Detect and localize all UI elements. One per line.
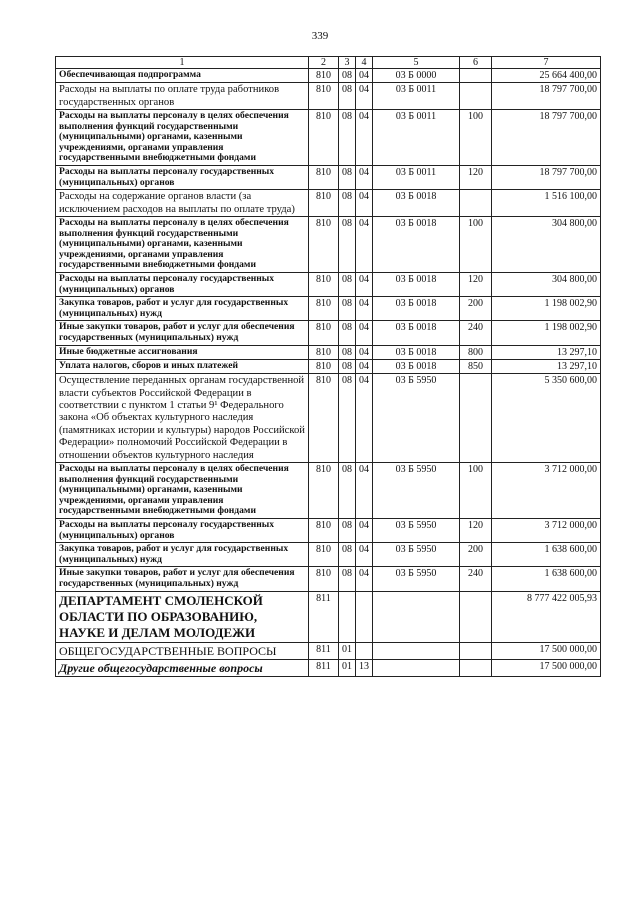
subsection-code: 04 — [356, 345, 373, 359]
table-row — [56, 297, 601, 321]
expense-type-code — [460, 591, 492, 642]
table-row — [56, 190, 601, 217]
target-article-code — [373, 591, 460, 642]
amount: 1 516 100,00 — [492, 190, 601, 217]
ministry-code: 810 — [309, 297, 339, 321]
expense-type-code: 200 — [460, 543, 492, 567]
expense-type-code: 120 — [460, 273, 492, 297]
target-article-code: 03 Б 0011 — [373, 83, 460, 110]
ministry-code: 810 — [309, 166, 339, 190]
amount: 1 638 600,00 — [492, 543, 601, 567]
target-article-code: 03 Б 0018 — [373, 273, 460, 297]
section-code: 08 — [339, 297, 356, 321]
expense-type-code: 100 — [460, 110, 492, 166]
table-row — [56, 543, 601, 567]
amount: 3 712 000,00 — [492, 519, 601, 543]
subsection-code: 04 — [356, 374, 373, 463]
row-name: Расходы на выплаты персоналу государственных (муниципальных) органов — [56, 166, 309, 190]
table-row — [56, 659, 601, 676]
section-code: 08 — [339, 519, 356, 543]
subsection-code: 04 — [356, 297, 373, 321]
target-article-code — [373, 659, 460, 676]
target-article-code: 03 Б 0018 — [373, 217, 460, 273]
amount: 304 800,00 — [492, 217, 601, 273]
target-article-code — [373, 642, 460, 659]
column-header-6: 6 — [460, 57, 492, 69]
table-row — [56, 166, 601, 190]
section-code: 01 — [339, 659, 356, 676]
section-code: 01 — [339, 642, 356, 659]
row-name: Расходы на выплаты персоналу государственных (муниципальных) органов — [56, 519, 309, 543]
amount: 3 712 000,00 — [492, 463, 601, 519]
column-number-row — [56, 57, 601, 69]
ministry-code: 810 — [309, 359, 339, 373]
section-code: 08 — [339, 374, 356, 463]
expense-type-code: 850 — [460, 359, 492, 373]
ministry-code: 810 — [309, 273, 339, 297]
row-name: Уплата налогов, сборов и иных платежей — [56, 359, 309, 373]
row-name: Осуществление переданных органам государственной власти субъектов Российской Федерации в соответствии с пунктом 1 статьи 9¹ Федерального закона «Об объектах культурного наследия (памятниках истории и культуры) народов Российской Федерации» полномочий Российской Федерации в отношении объектов культурного наследия — [56, 374, 309, 463]
table-row — [56, 359, 601, 373]
amount: 304 800,00 — [492, 273, 601, 297]
subsection-code: 04 — [356, 190, 373, 217]
subsection-code: 04 — [356, 321, 373, 345]
amount: 17 500 000,00 — [492, 642, 601, 659]
expense-type-code: 120 — [460, 519, 492, 543]
subsection-code: 04 — [356, 519, 373, 543]
subsection-code: 04 — [356, 273, 373, 297]
target-article-code: 03 Б 5950 — [373, 543, 460, 567]
row-name: Расходы на выплаты персоналу в целях обеспечения выполнения функций государственными (муниципальными) органами, казенными учреждениями, органами управления государственными внебюджетными фондами — [56, 217, 309, 273]
section-code: 08 — [339, 69, 356, 83]
target-article-code: 03 Б 0011 — [373, 166, 460, 190]
row-name: ОБЩЕГОСУДАРСТВЕННЫЕ ВОПРОСЫ — [56, 642, 309, 659]
row-name: Расходы на выплаты персоналу в целях обеспечения выполнения функций государственными (муниципальными) органами, казенными учреждениями, органами управления государственными внебюджетными фондами — [56, 463, 309, 519]
table-row — [56, 463, 601, 519]
row-name: Другие общегосударственные вопросы — [56, 659, 309, 676]
table-row — [56, 642, 601, 659]
ministry-code: 811 — [309, 591, 339, 642]
column-header-1: 1 — [56, 57, 309, 69]
ministry-code: 810 — [309, 110, 339, 166]
subsection-code — [356, 642, 373, 659]
row-name: Иные бюджетные ассигнования — [56, 345, 309, 359]
expense-type-code: 800 — [460, 345, 492, 359]
subsection-code: 04 — [356, 359, 373, 373]
subsection-code — [356, 591, 373, 642]
table-row — [56, 374, 601, 463]
ministry-code: 810 — [309, 217, 339, 273]
section-code — [339, 591, 356, 642]
expense-type-code: 100 — [460, 217, 492, 273]
subsection-code: 04 — [356, 217, 373, 273]
subsection-code: 04 — [356, 543, 373, 567]
amount: 5 350 600,00 — [492, 374, 601, 463]
ministry-code: 810 — [309, 345, 339, 359]
table-row — [56, 69, 601, 83]
target-article-code: 03 Б 0018 — [373, 190, 460, 217]
section-code: 08 — [339, 190, 356, 217]
table-row — [56, 321, 601, 345]
section-code: 08 — [339, 110, 356, 166]
ministry-code: 810 — [309, 567, 339, 591]
table-row — [56, 591, 601, 642]
table-row — [56, 345, 601, 359]
row-name: Расходы на выплаты персоналу государственных (муниципальных) органов — [56, 273, 309, 297]
target-article-code: 03 Б 5950 — [373, 567, 460, 591]
amount: 1 198 002,90 — [492, 321, 601, 345]
target-article-code: 03 Б 5950 — [373, 519, 460, 543]
section-code: 08 — [339, 217, 356, 273]
expense-type-code — [460, 83, 492, 110]
row-name: Обеспечивающая подпрограмма — [56, 69, 309, 83]
expense-type-code: 200 — [460, 297, 492, 321]
section-code: 08 — [339, 543, 356, 567]
budget-body — [56, 69, 601, 677]
section-code: 08 — [339, 166, 356, 190]
target-article-code: 03 Б 5950 — [373, 374, 460, 463]
expense-type-code: 100 — [460, 463, 492, 519]
target-article-code: 03 Б 0011 — [373, 110, 460, 166]
subsection-code: 04 — [356, 463, 373, 519]
row-name: Расходы на выплаты по оплате труда работников государственных органов — [56, 83, 309, 110]
budget-table — [55, 56, 601, 677]
amount: 13 297,10 — [492, 359, 601, 373]
target-article-code: 03 Б 0018 — [373, 359, 460, 373]
target-article-code: 03 Б 0018 — [373, 345, 460, 359]
ministry-code: 811 — [309, 659, 339, 676]
subsection-code: 04 — [356, 69, 373, 83]
subsection-code: 04 — [356, 110, 373, 166]
expense-type-code — [460, 642, 492, 659]
section-code: 08 — [339, 273, 356, 297]
column-header-3: 3 — [339, 57, 356, 69]
row-name: Закупка товаров, работ и услуг для государственных (муниципальных) нужд — [56, 543, 309, 567]
amount: 1 638 600,00 — [492, 567, 601, 591]
row-name: Иные закупки товаров, работ и услуг для обеспечения государственных (муниципальных) нужд — [56, 567, 309, 591]
amount: 18 797 700,00 — [492, 166, 601, 190]
amount: 18 797 700,00 — [492, 83, 601, 110]
table-row — [56, 273, 601, 297]
subsection-code: 04 — [356, 567, 373, 591]
row-name: Расходы на выплаты персоналу в целях обеспечения выполнения функций государственными (муниципальными) органами, казенными учреждениями, органами управления государственными внебюджетными фондами — [56, 110, 309, 166]
section-code: 08 — [339, 463, 356, 519]
column-header-5: 5 — [373, 57, 460, 69]
amount: 25 664 400,00 — [492, 69, 601, 83]
table-row — [56, 110, 601, 166]
amount: 1 198 002,90 — [492, 297, 601, 321]
ministry-code: 810 — [309, 543, 339, 567]
ministry-code: 810 — [309, 519, 339, 543]
table-row — [56, 83, 601, 110]
ministry-code: 810 — [309, 374, 339, 463]
section-code: 08 — [339, 567, 356, 591]
row-name: ДЕПАРТАМЕНТ СМОЛЕНСКОЙ ОБЛАСТИ ПО ОБРАЗОВАНИЮ, НАУКЕ И ДЕЛАМ МОЛОДЕЖИ — [56, 591, 309, 642]
amount: 13 297,10 — [492, 345, 601, 359]
section-code: 08 — [339, 321, 356, 345]
section-code: 08 — [339, 359, 356, 373]
ministry-code: 810 — [309, 321, 339, 345]
table-row — [56, 567, 601, 591]
ministry-code: 810 — [309, 463, 339, 519]
row-name: Расходы на содержание органов власти (за исключением расходов на выплаты по оплате труда) — [56, 190, 309, 217]
subsection-code: 04 — [356, 83, 373, 110]
column-header-2: 2 — [309, 57, 339, 69]
target-article-code: 03 Б 0018 — [373, 297, 460, 321]
row-name: Закупка товаров, работ и услуг для государственных (муниципальных) нужд — [56, 297, 309, 321]
section-code: 08 — [339, 83, 356, 110]
target-article-code: 03 Б 5950 — [373, 463, 460, 519]
column-header-4: 4 — [356, 57, 373, 69]
target-article-code: 03 Б 0018 — [373, 321, 460, 345]
row-name: Иные закупки товаров, работ и услуг для обеспечения государственных (муниципальных) нужд — [56, 321, 309, 345]
amount: 18 797 700,00 — [492, 110, 601, 166]
subsection-code: 04 — [356, 166, 373, 190]
amount: 8 777 422 005,93 — [492, 591, 601, 642]
section-code: 08 — [339, 345, 356, 359]
subsection-code: 13 — [356, 659, 373, 676]
ministry-code: 810 — [309, 190, 339, 217]
expense-type-code — [460, 374, 492, 463]
expense-type-code — [460, 659, 492, 676]
expense-type-code: 120 — [460, 166, 492, 190]
expense-type-code — [460, 190, 492, 217]
page-number: 339 — [311, 30, 329, 42]
ministry-code: 810 — [309, 83, 339, 110]
expense-type-code: 240 — [460, 321, 492, 345]
ministry-code: 810 — [309, 69, 339, 83]
table-row — [56, 519, 601, 543]
column-header-7: 7 — [492, 57, 601, 69]
ministry-code: 811 — [309, 642, 339, 659]
amount: 17 500 000,00 — [492, 659, 601, 676]
expense-type-code — [460, 69, 492, 83]
table-row — [56, 217, 601, 273]
expense-type-code: 240 — [460, 567, 492, 591]
target-article-code: 03 Б 0000 — [373, 69, 460, 83]
